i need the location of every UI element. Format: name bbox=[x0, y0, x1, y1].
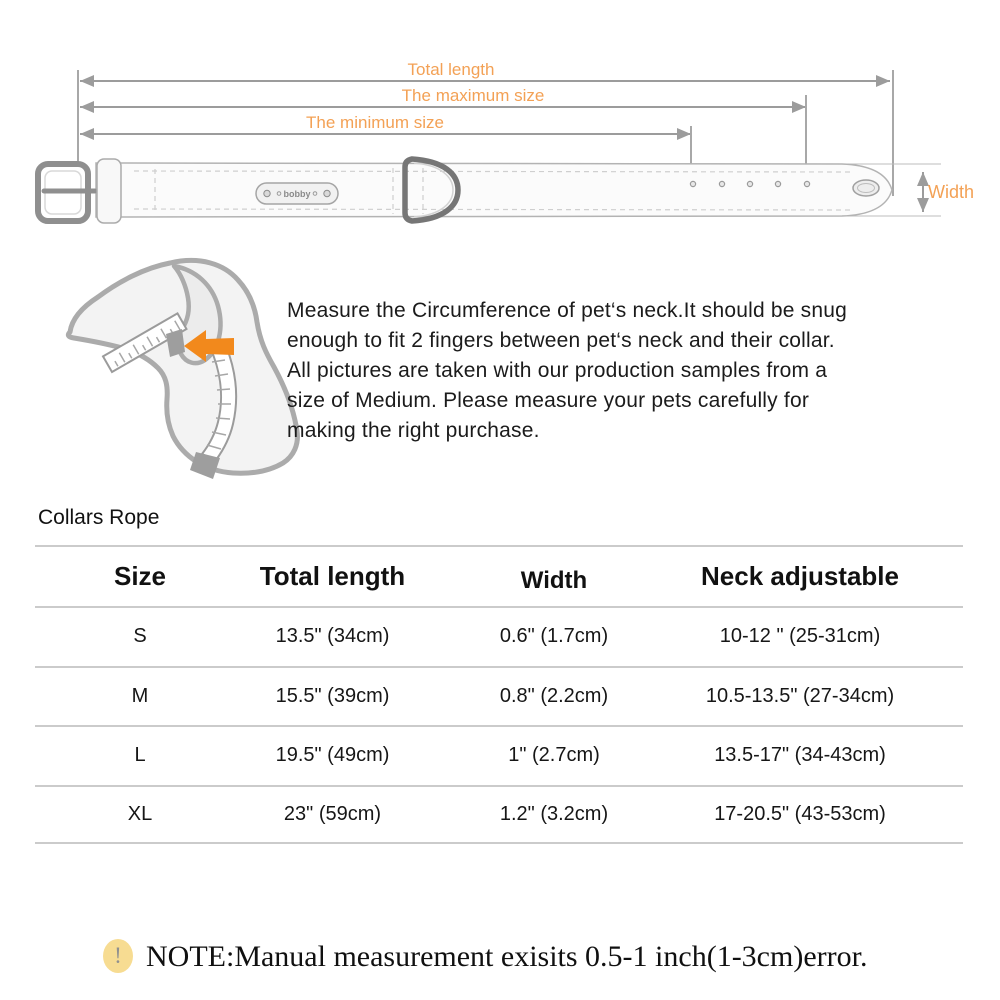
cell-neck-adjustable: 10-12 " (25-31cm) bbox=[719, 625, 881, 648]
plate-text: bobby bbox=[283, 189, 311, 199]
size-chart-title: Collars Rope bbox=[38, 506, 160, 529]
cell-total-length: 15.5" (39cm) bbox=[275, 684, 390, 707]
cell-size: L bbox=[134, 744, 146, 767]
collar-buckle bbox=[38, 164, 95, 221]
cell-neck-adjustable: 10.5-13.5" (27-34cm) bbox=[705, 684, 895, 707]
cell-total-length: 19.5" (49cm) bbox=[275, 744, 390, 767]
size-chart-table bbox=[35, 545, 963, 844]
cell-size: M bbox=[131, 684, 149, 707]
column-header-neck-adjustable: Neck adjustable bbox=[701, 561, 899, 591]
column-header-total-length: Total length bbox=[259, 561, 406, 591]
cell-size: S bbox=[133, 625, 147, 648]
table-row bbox=[35, 666, 963, 726]
column-header-size: Size bbox=[113, 561, 167, 591]
cell-width: 0.6" (1.7cm) bbox=[499, 625, 609, 648]
collar-brand-plate bbox=[256, 183, 338, 204]
cell-size: XL bbox=[127, 802, 153, 825]
instruction-line: Measure the Circumference of pet‘s neck.It should be snug bbox=[287, 299, 848, 322]
table-row bbox=[35, 725, 963, 785]
cell-width: 1.2" (3.2cm) bbox=[499, 802, 609, 825]
measurement-note: NOTE:Manual measurement exisits 0.5-1 inch(1-3cm)error. bbox=[146, 940, 868, 973]
cell-width: 1" (2.7cm) bbox=[508, 744, 600, 767]
cell-neck-adjustable: 17-20.5" (43-53cm) bbox=[714, 802, 886, 825]
cell-total-length: 23" (59cm) bbox=[283, 802, 382, 825]
collar-illustration bbox=[38, 159, 892, 223]
table-row bbox=[35, 606, 963, 666]
exclamation-icon: ! bbox=[103, 939, 133, 973]
instruction-line: size of Medium. Please measure your pets carefully for bbox=[287, 389, 810, 412]
instruction-line: making the right purchase. bbox=[287, 419, 540, 442]
instruction-line: All pictures are taken with our production samples from a bbox=[287, 359, 828, 382]
column-header-width: Width bbox=[520, 566, 588, 594]
total-length-label: Total length bbox=[407, 60, 495, 79]
collar-end-tag bbox=[853, 180, 879, 196]
cell-total-length: 13.5" (34cm) bbox=[275, 625, 390, 648]
cell-width: 0.8" (2.2cm) bbox=[499, 684, 609, 707]
max-size-label: The maximum size bbox=[401, 86, 545, 105]
cell-neck-adjustable: 13.5-17" (34-43cm) bbox=[714, 744, 886, 767]
measuring-instructions bbox=[287, 296, 947, 446]
table-header-row bbox=[35, 545, 963, 606]
instruction-line: enough to fit 2 fingers between pet‘s neck and their collar. bbox=[287, 329, 835, 352]
collar-keeper bbox=[97, 159, 121, 223]
table-row bbox=[35, 785, 963, 845]
min-size-label: The minimum size bbox=[306, 113, 444, 132]
dog-head-silhouette bbox=[68, 260, 297, 473]
dog-measuring-illustration bbox=[68, 260, 297, 479]
width-label: Width bbox=[928, 182, 975, 202]
